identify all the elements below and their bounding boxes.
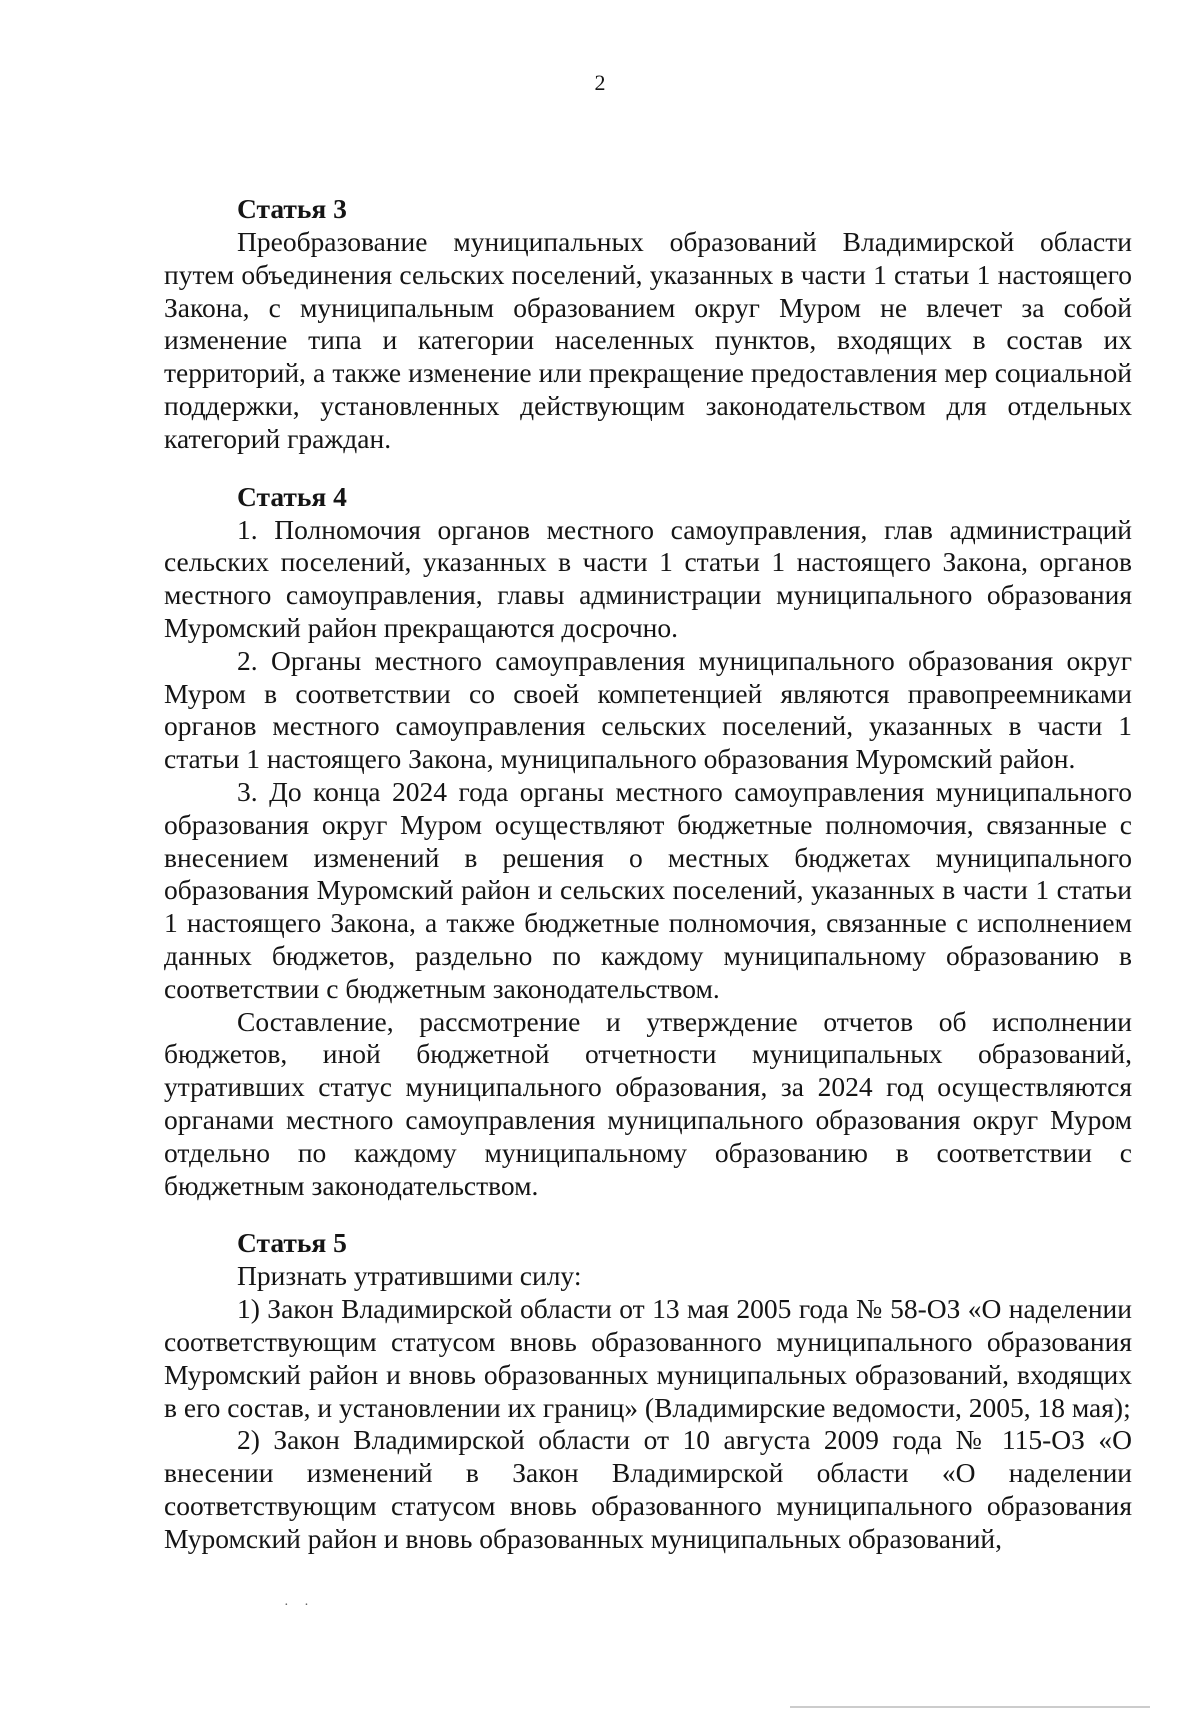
article-3-heading: Статья 3 — [237, 193, 347, 224]
article-3-paragraph-1: Преобразование муниципальных образований Владимирской области путем объединения сельских поселений, указанных в части 1 статьи 1 настоящего Закона, с муниципальным образованием округ Муром не влечет за собой изменение типа и категории населенных пунктов, входящих в состав их территорий, а также изменение или прекращение предоставления мер социальной поддержки, установленных действующим законодательством для отдельных категорий граждан. — [164, 226, 1132, 454]
document-body — [164, 192, 1132, 1555]
article-4-paragraph-4: Составление, рассмотрение и утверждение отчетов об исполнении бюджетов, иной бюджетной отчетности муниципальных образований, утративших статус муниципального образования, за 2024 год осуществляются органами местного самоуправления муниципального образования округ Муром отдельно по каждому муниципальному образованию в соответствии с бюджетным законодательством. — [164, 1005, 1132, 1201]
article-5-item-2: 2) Закон Владимирской области от 10 августа 2009 года № 115-ОЗ «О внесении изменений в Закон Владимирской области «О наделении соответствующим статусом вновь образованного муниципального образования Муромский район и вновь образованных муниципальных образований, — [164, 1424, 1132, 1554]
article-5-heading: Статья 5 — [237, 1227, 347, 1259]
article-4-paragraph-3: 3. До конца 2024 года органы местного самоуправления муниципального образования округ Муром осуществляют бюджетные полномочия, связанные с внесением изменений в решения о местных бюджетах муниципального образования Муромский район и сельских поселений, указанных в части 1 статьи 1 настоящего Закона, а также бюджетные полномочия, связанные с исполнением данных бюджетов, раздельно по каждому муниципальному образованию в соответствии с бюджетным законодательством. — [164, 775, 1132, 1004]
scan-edge-line — [790, 1706, 1150, 1708]
page-number: 2 — [594, 70, 606, 95]
article-5-intro: Признать утратившими силу: — [237, 1260, 582, 1292]
scan-speckle: · · — [284, 1598, 315, 1613]
article-4-paragraph-2: 2. Органы местного самоуправления муниципального образования округ Муром в соответствии со своей компетенцией являются правопреемниками органов местного самоуправления сельских поселений, указанных в части 1 статьи 1 настоящего Закона, муниципального образования Муромский район. — [164, 644, 1132, 775]
article-4-heading: Статья 4 — [237, 480, 347, 512]
article-4-paragraph-1: 1. Полномочия органов местного самоуправления, глав администраций сельских поселений, указанных в части 1 статьи 1 настоящего Закона, органов местного самоуправления, главы администрации муниципального образования Муромский район прекращаются досрочно. — [164, 513, 1132, 643]
article-5-item-1: 1) Закон Владимирской области от 13 мая 2005 года № 58-ОЗ «О наделении соответствующим статусом вновь образованного муниципального образования Муромский район и вновь образованных муниципальных образований, входящих в его состав, и установлении их границ» (Владимирские ведомости, 2005, 18 мая); — [164, 1293, 1132, 1423]
